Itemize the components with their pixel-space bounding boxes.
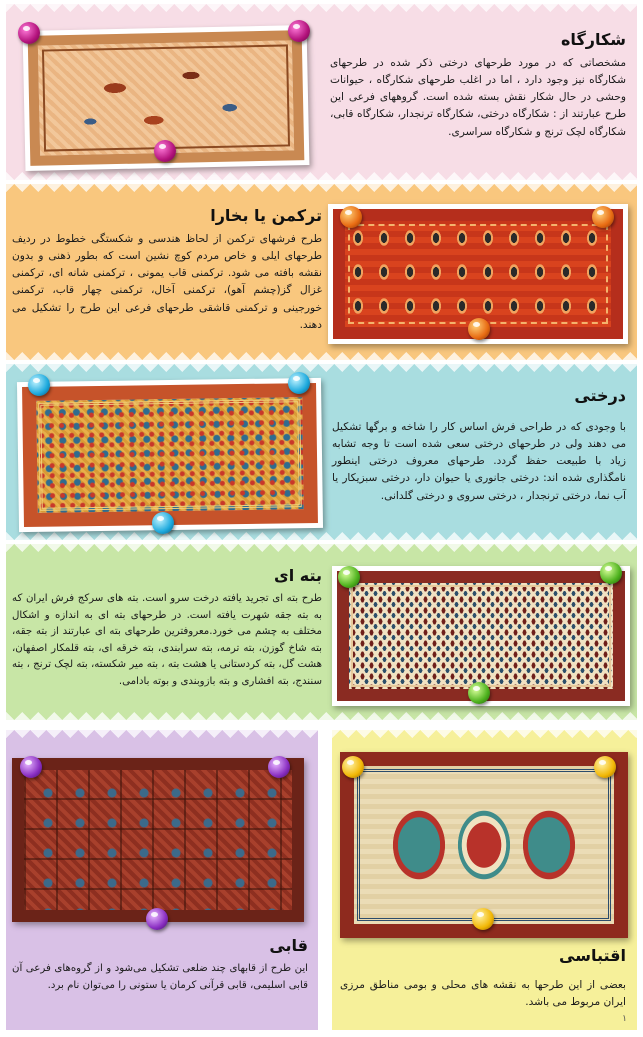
text-eghtebasi	[340, 946, 626, 1011]
section-eghtebasi	[332, 730, 637, 1030]
pushpin-icon	[468, 682, 490, 704]
section-title: شکارگاه	[560, 30, 626, 49]
pushpin-icon	[152, 512, 174, 534]
section-body: این طرح از قابهای چند ضلعی تشکیل می‌شود و از گروه‌های فرعی آن قابی اسلیمی، قابی قرآنی کرمان یا ستونی را می‌توان نام برد.	[12, 963, 308, 991]
section-body: طرح فرشهای ترکمن از لحاظ هندسی و شکستگی خطوط در ردیف طرحهای ایلی و خاص مردم کوچ نشین است که بطور ذهنی و بدون نقشه بافته می شود. ترکمنی قاب یمونی ، ترکمنی شانه ای، ترکمنی غزال گز(چشم آهو)، ترکمنی آخال، ترکمنی چهار قاب، ترکمنی خورجینی و ترکمنی قاشقی طرحهای فرعی این طرح را تشکیل می دهند.	[12, 233, 322, 331]
zigzag-border	[6, 544, 637, 553]
pushpin-icon	[268, 756, 290, 778]
pushpin-icon	[592, 206, 614, 228]
section-title: بته ای	[274, 566, 322, 585]
pushpin-icon	[146, 908, 168, 930]
zigzag-border	[6, 351, 637, 360]
zigzag-border	[332, 730, 637, 739]
text-shekargah	[330, 30, 626, 141]
zigzag-border	[6, 730, 318, 739]
section-title: اقتباسی	[559, 946, 626, 965]
pushpin-icon	[342, 756, 364, 778]
section-torkaman	[6, 184, 637, 360]
section-derakhti	[6, 364, 637, 540]
section-body: طرح بته ای تجرید یافته درخت سرو است. بته های سرکج فرش ایران که به بته جقه شهرت یافته است. در طرحهای بته ای به اندازه و اشکال مختلف به چشم می خورد.معروفترین طرحهای بته ای عبارتند از بته جقه، بته شاخ گوزن، بته ترمه، بته سرابندی، بته خرقه ای، بته قلمکار اصفهان، هشت گل، بته کردستانی یا هشت بته ، بته میر شکسته، بته لچک ترنج ، بته سنندج، بته افشاری و بته بازوبندی و بوته بادامی.	[12, 593, 322, 687]
pushpin-icon	[288, 20, 310, 42]
pushpin-icon	[288, 372, 310, 394]
pushpin-icon	[20, 756, 42, 778]
pushpin-icon	[472, 908, 494, 930]
rug-image	[22, 383, 318, 527]
zigzag-border	[6, 531, 637, 540]
section-shekargah	[6, 4, 637, 180]
section-title: قابی	[269, 936, 308, 955]
pushpin-icon	[340, 206, 362, 228]
zigzag-border	[6, 711, 637, 720]
text-boteh	[12, 566, 322, 690]
text-derakhti	[332, 386, 626, 505]
pushpin-icon	[600, 562, 622, 584]
pushpin-icon	[154, 140, 176, 162]
pushpin-icon	[28, 374, 50, 396]
rug-image	[12, 758, 304, 922]
zigzag-border	[6, 364, 637, 373]
text-torkaman	[12, 206, 322, 334]
rug-photo-derakhti	[17, 378, 323, 532]
section-title: درختی	[574, 386, 626, 405]
section-body: با وجودی که در طراحی فرش اساس کار را شاخه و برگها تشکیل می دهند ولی در طرحهای درختی سعی شده است تا وجه تشابه زیاد با طبیعت حفظ گردد. طرحهای معروف درختی اینطور نامگذاری شده اند: درختی جانوری یا حیوان دار، درختی سبزیکار یا آب نما، درختی ترنجدار ، درختی سروی و درختی گلدانی.	[332, 421, 626, 502]
rug-photo-ghabi	[12, 758, 304, 922]
section-body: مشخصاتی که در مورد طرحهای درختی ذکر شده در طرحهای شکارگاه نیز وجود دارد ، اما در اغلب طرحهای شکارگاه ، حیوانات وحشی در حال شکار نقش بسته شده است. گروههای فرعی این طرح عبارتند از : شکارگاه درختی، شکارگاه ترنجدار، شکارگاه قابی، شکارگاه لچک ترنج و شکارگاه سراسری.	[330, 57, 626, 138]
section-body: بعضی از این طرحها به نقشه های محلی و بومی مناطق مرزی ایران مربوط می باشد.	[340, 979, 626, 1009]
page-number: ۱	[622, 1014, 627, 1024]
pushpin-icon	[468, 318, 490, 340]
pushpin-icon	[338, 566, 360, 588]
section-title: ترکمن یا بخارا	[210, 206, 322, 225]
pushpin-icon	[594, 756, 616, 778]
zigzag-border	[6, 184, 637, 193]
zigzag-border	[6, 171, 637, 180]
zigzag-border	[6, 4, 637, 13]
pushpin-icon	[18, 22, 40, 44]
text-ghabi	[12, 936, 308, 994]
section-boteh	[6, 544, 637, 720]
section-ghabi	[6, 730, 318, 1030]
